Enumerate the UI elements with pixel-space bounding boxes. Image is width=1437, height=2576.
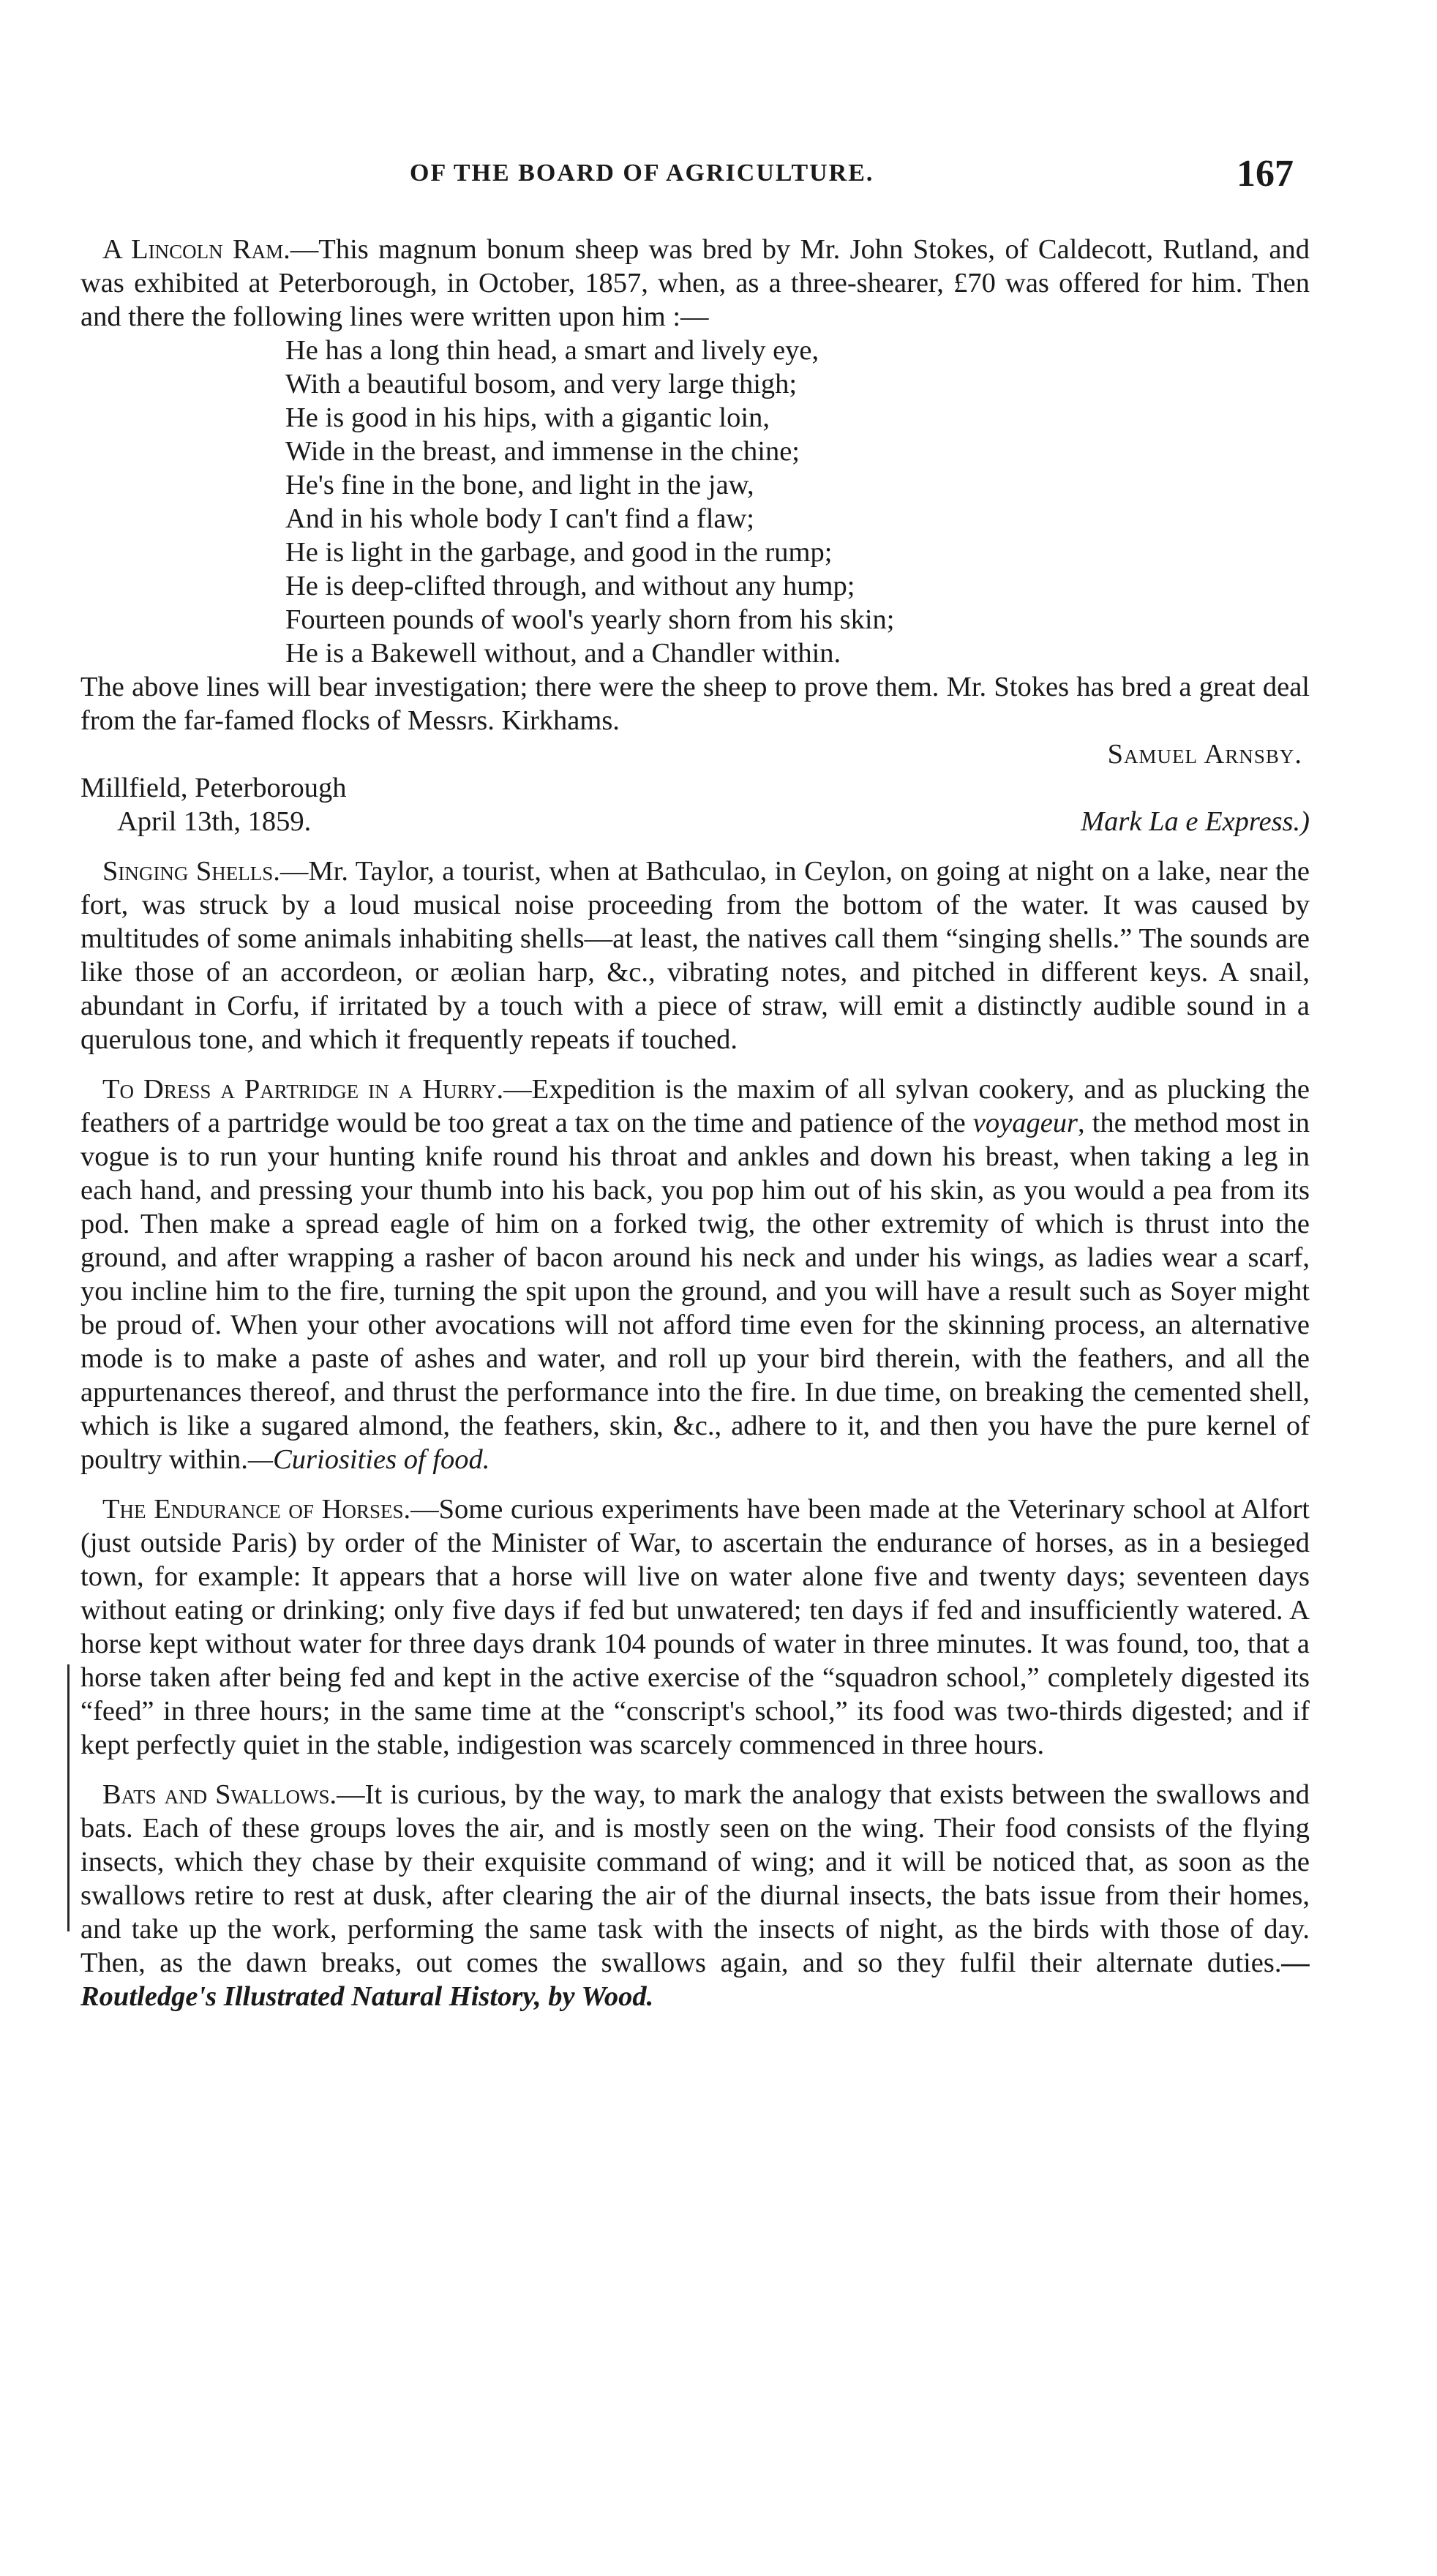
section-gap — [80, 838, 1310, 855]
verse-line: Wide in the breast, and immense in the chine; — [285, 436, 800, 467]
source-citation: Mark La e Express.) — [1081, 806, 1310, 837]
article-heading: Singing Shells. — [102, 856, 280, 887]
page-number: 167 — [1237, 153, 1294, 195]
section-gap — [80, 1762, 1310, 1778]
article-text: —It is curious, by the way, to mark the analogy that exists between the swallows and bats. Each of these groups loves the air, and is mostly seen on the wing. Their food consists of the flying insects, which they chase by their exquisite command of wing; and it will be noticed that, as soon as the swallows retire to rest at dusk, after clearing the air of the diurnal insects, the bats issue from their homes, and take up the work, performing the same task with the insects of night, as the birds with those of day. Then, as the dawn breaks, out comes the swallows again, and so they fulfil their alternate duties. — [80, 1779, 1310, 1978]
section-gap — [80, 1476, 1310, 1492]
article-text: —Some curious experiments have been made at the Veterinary school at Alfort (just outside Paris) by order of the Minister of War, to ascertain the endurance of horses, as in a besieged town, for example: It appears that a horse will live on water alone five and twenty days; seventeen days without eating or drinking; only five days if fed but unwatered; ten days if fed and insufficiently watered. A horse kept without water for three days drank 104 pounds of water in three minutes. It was found, too, that a horse taken after being fed and kept in the active exercise of the “squadron school,” completely digested its “feed” in three hours; in the same time at the “conscript's school,” its food was two-thirds digested; and if kept perfectly quiet in the stable, indigestion was scarcely commenced in three hours. — [80, 1494, 1310, 1760]
italic-word: voyageur — [972, 1108, 1078, 1138]
verse-line: He is good in his hips, with a gigantic loin, — [285, 402, 770, 433]
verse-line: With a beautiful bosom, and very large thigh; — [285, 369, 798, 399]
verse-line: He's fine in the bone, and light in the jaw, — [285, 470, 754, 500]
verse-line: And in his whole body I can't find a flaw; — [285, 503, 754, 534]
article-bats-swallows — [80, 1778, 1310, 2013]
article-heading: The Endurance of Horses. — [102, 1494, 411, 1525]
verse-line: He is deep-clifted through, and without any hump; — [285, 571, 855, 601]
article-heading: Bats and Swallows. — [102, 1779, 337, 1810]
article-partridge — [80, 1073, 1310, 1476]
article-text: —Expedition is the maxim of all sylvan cookery, and as plucking the feathers of a partridge would be too great a tax on the time and patience of the — [80, 1074, 1310, 1138]
verse-block — [285, 334, 1310, 670]
text-column — [80, 233, 1310, 2013]
verse-line: He is light in the garbage, and good in the rump; — [285, 537, 833, 568]
article-lincoln-ram — [80, 233, 1310, 334]
signature: Samuel Arnsby. — [1107, 739, 1302, 770]
section-gap — [80, 1056, 1310, 1073]
source-citation: —Curiosities of food. — [247, 1444, 490, 1475]
dateline — [80, 771, 1310, 838]
running-head — [0, 153, 1437, 203]
article-heading: To Dress a Partridge in a Hurry. — [102, 1074, 504, 1105]
verse-line: He has a long thin head, a smart and lively eye, — [285, 335, 819, 366]
article-text: —This magnum bonum sheep was bred by Mr. John Stokes, of Caldecott, Rutland, and was exhibited at Peterborough, in October, 1857, when, as a three-shearer, £70 was offered for him. Then and there the following lines were written upon him :— — [80, 234, 1310, 332]
date: April 13th, 1859. — [117, 806, 312, 837]
article-singing-shells — [80, 855, 1310, 1056]
article-text: , the method most in vogue is to run your hunting knife round his throat and ankles and down his breast, when taking a leg in each hand, and pressing your thumb into his back, you pop him out of his skin, as you would a pea from its pod. Then make a spread eagle of him on a forked twig, the other extremity of which is thrust into the ground, and after wrapping a rasher of bacon around his neck and under his wings, as ladies wear a scarf, you incline him to the fire, turning the spit upon the ground, and you will have a result such as Soyer might be proud of. When your other avocations will not afford time even for the skinning process, an alternative mode is to make a paste of ashes and water, and roll up your bird therein, with the feathers, and all the appurtenances thereof, and thrust the performance into the fire. In due time, on breaking the cemented shell, which is like a sugared almond, the feathers, skin, &c., adhere to it, and then you have the pure kernel of poultry within. — [80, 1108, 1310, 1475]
source-citation: —Routledge's Illustrated Natural History, by Wood. — [80, 1948, 1310, 2012]
article-heading: A Lincoln Ram. — [102, 234, 290, 265]
running-title: OF THE BOARD OF AGRICULTURE. — [410, 159, 874, 187]
article-text: The above lines will bear investigation; there were the sheep to prove them. Mr. Stokes has bred a great deal from the far-famed flocks of Messrs. Kirkhams. — [80, 672, 1310, 736]
margin-rule — [67, 1664, 70, 1931]
article-text: —Mr. Taylor, a tourist, when at Bathculao, in Ceylon, on going at night on a lake, near the fort, was struck by a loud musical noise proceeding from the bottom of the water. It was caused by multitudes of some animals inhabiting shells—at least, the natives call them “singing shells.” The sounds are like those of an accordeon, or æolian harp, &c., vibrating notes, and pitched in different keys. A snail, abundant in Corfu, if irritated by a touch with a piece of straw, will emit a distinctly audible sound in a querulous tone, and which it frequently repeats if touched. — [80, 856, 1310, 1055]
verse-line: He is a Bakewell without, and a Chandler within. — [285, 638, 841, 669]
article-endurance-horses — [80, 1492, 1310, 1762]
verse-line: Fourteen pounds of wool's yearly shorn from his skin; — [285, 604, 895, 635]
place: Millfield, Peterborough — [80, 773, 347, 803]
